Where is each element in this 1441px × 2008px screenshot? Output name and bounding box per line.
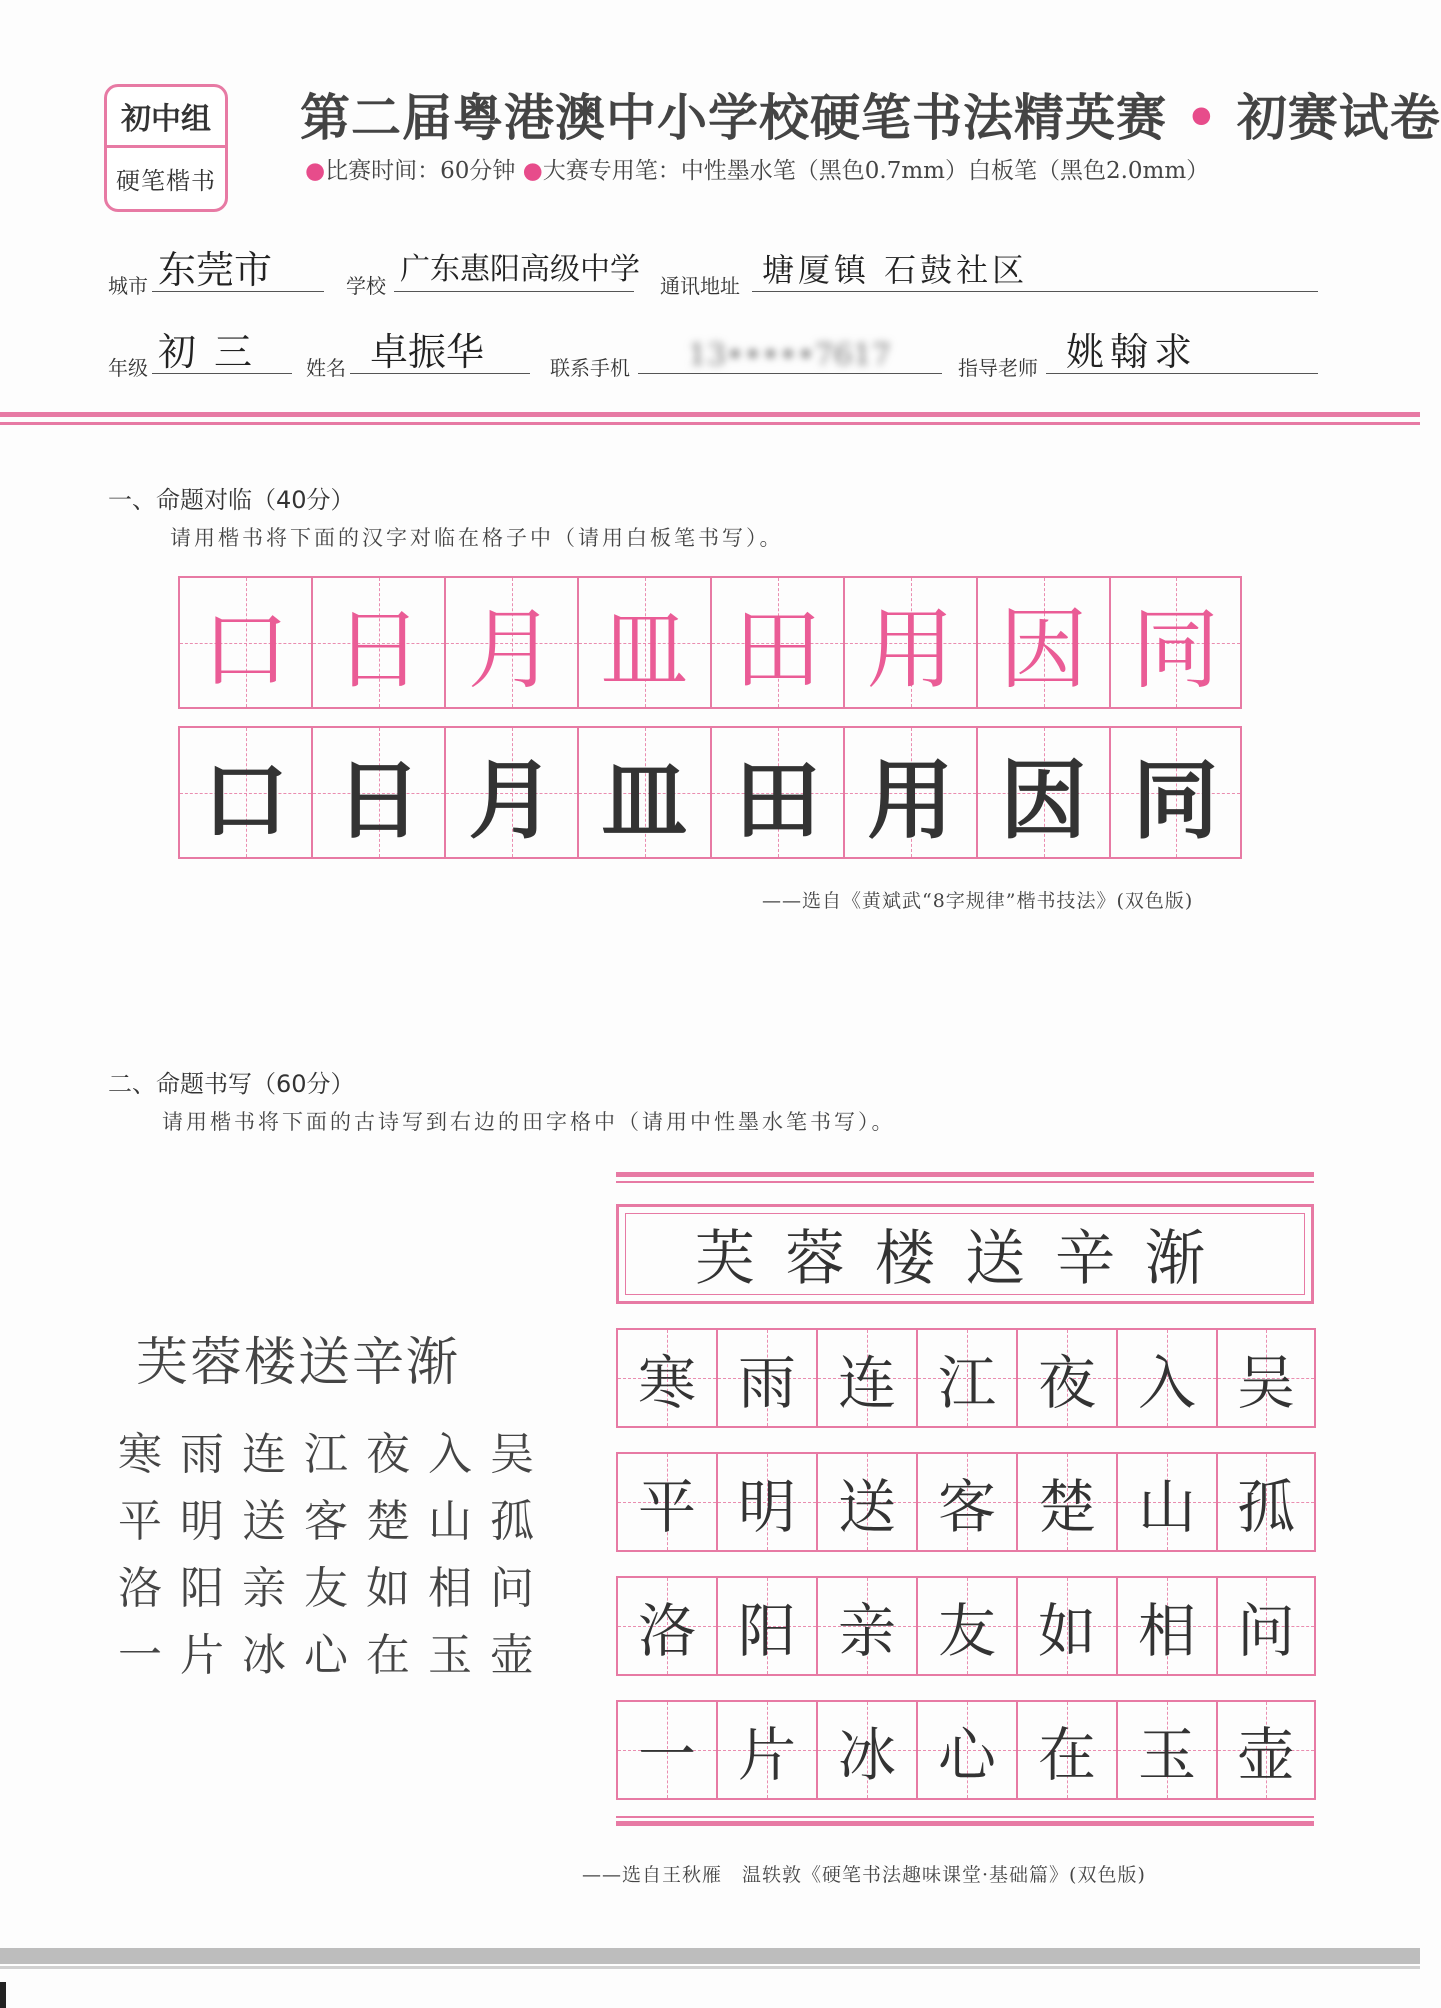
poem-grid-row-4 [616, 1700, 1316, 1800]
subtitle-pens: 大赛专用笔：中性墨水笔（黑色0.7mm）白板笔（黑色2.0mm） [542, 158, 1210, 184]
phone-field[interactable] [638, 330, 942, 374]
section1-title: 一、命题对临（40分） [108, 486, 355, 514]
poem-cell[interactable]: 阳 [716, 1576, 816, 1676]
poem-cell[interactable]: 寒 [616, 1328, 716, 1428]
city-field[interactable]: 东莞市 [152, 248, 324, 292]
address-field[interactable]: 塘厦镇 石鼓社区 [752, 248, 1318, 292]
phone-label: 联系手机 [550, 356, 630, 380]
poem-cell[interactable]: 入 [1116, 1328, 1216, 1428]
copy-grid [178, 726, 1242, 859]
copy-cell[interactable]: 日 [311, 726, 444, 859]
teacher-label: 指导老师 [958, 356, 1038, 380]
phone-value-blurred: 13•••••7617 [688, 338, 891, 373]
model-cell: 月 [444, 576, 577, 709]
poem-cell[interactable]: 客 [916, 1452, 1016, 1552]
model-cell: 因 [976, 576, 1109, 709]
copy-cell[interactable]: 用 [843, 726, 976, 859]
name-label: 姓名 [306, 356, 346, 380]
poem-cell[interactable]: 在 [1016, 1700, 1116, 1800]
badge-category: 硬笔楷书 [116, 167, 216, 195]
model-cell: 日 [311, 576, 444, 709]
poem-cell[interactable]: 山 [1116, 1452, 1216, 1552]
poem-cell[interactable]: 吴 [1216, 1328, 1316, 1428]
poem-grid-row-2 [616, 1452, 1316, 1552]
model-cell: 同 [1109, 576, 1242, 709]
group-badge [104, 84, 228, 212]
subtitle-time: 比赛时间：60分钟 [325, 158, 516, 184]
poem-cell[interactable]: 孤 [1216, 1452, 1316, 1552]
model-cell: 口 [178, 576, 311, 709]
model-grid [178, 576, 1242, 709]
copy-cell[interactable]: 田 [710, 726, 843, 859]
bullet-icon: ● [522, 158, 543, 184]
title-main: 第二届粤港澳中小学校硬笔书法精英赛 [300, 89, 1167, 147]
header-separator [0, 412, 1420, 428]
model-cell: 田 [710, 576, 843, 709]
section2-instruction: 请用楷书将下面的古诗写到右边的田字格中（请用中性墨水笔书写）。 [162, 1110, 896, 1134]
poem-cell[interactable]: 冰 [816, 1700, 916, 1800]
poem-cell[interactable]: 明 [716, 1452, 816, 1552]
written-title: 芙蓉楼送辛渐 [695, 1224, 1235, 1294]
city-label: 城市 [108, 274, 148, 298]
poem-cell[interactable]: 送 [816, 1452, 916, 1552]
poem-cell[interactable]: 玉 [1116, 1700, 1216, 1800]
copy-cell[interactable]: 同 [1109, 726, 1242, 859]
poem-line: 平明送客楚山孤 [118, 1496, 552, 1547]
poem-reference [118, 1320, 552, 1689]
poem-cell[interactable]: 江 [916, 1328, 1016, 1428]
section2-credit: ——选自王秋雁 温轶敦《硬笔书法趣味课堂·基础篇》(双色版) [582, 1864, 1146, 1886]
poem-cell[interactable]: 雨 [716, 1328, 816, 1428]
poem-cell[interactable]: 心 [916, 1700, 1016, 1800]
poem-cell[interactable]: 洛 [616, 1576, 716, 1676]
copy-cell[interactable]: 口 [178, 726, 311, 859]
copy-cell[interactable]: 月 [444, 726, 577, 859]
page-title [300, 78, 1441, 150]
name-field[interactable]: 卓振华 [350, 330, 530, 374]
poem-cell[interactable]: 亲 [816, 1576, 916, 1676]
subtitle [305, 152, 1209, 185]
poem-line: 寒雨连江夜入吴 [118, 1429, 552, 1480]
school-label: 学校 [346, 274, 386, 298]
scan-mark [0, 1982, 6, 2008]
poem-line: 一片冰心在玉壶 [118, 1630, 552, 1681]
poem-cell[interactable]: 壶 [1216, 1700, 1316, 1800]
poem-box-top-border [616, 1172, 1314, 1186]
poem-cell[interactable]: 楚 [1016, 1452, 1116, 1552]
model-cell: 用 [843, 576, 976, 709]
poem-cell[interactable]: 一 [616, 1700, 716, 1800]
section2-title: 二、命题书写（60分） [108, 1070, 355, 1098]
bullet-icon: ● [305, 158, 326, 184]
address-label: 通讯地址 [660, 274, 740, 298]
poem-cell[interactable]: 夜 [1016, 1328, 1116, 1428]
poem-title: 芙蓉楼送辛渐 [136, 1333, 461, 1393]
written-title-box[interactable] [616, 1204, 1314, 1304]
school-field[interactable]: 广东惠阳高级中学 [394, 248, 634, 292]
poem-cell[interactable]: 片 [716, 1700, 816, 1800]
badge-group: 初中组 [107, 87, 225, 148]
grade-field[interactable]: 初三 [152, 330, 292, 374]
poem-cell[interactable]: 连 [816, 1328, 916, 1428]
copy-cell[interactable]: 皿 [577, 726, 710, 859]
copy-cell[interactable]: 因 [976, 726, 1109, 859]
poem-cell[interactable]: 平 [616, 1452, 716, 1552]
poem-box-bottom-border [616, 1816, 1314, 1830]
footer-bar [0, 1948, 1420, 1964]
section1-credit: ——选自《黄斌武“8字规律”楷书技法》(双色版) [762, 890, 1194, 912]
teacher-field[interactable]: 姚翰求 [1046, 330, 1318, 374]
poem-cell[interactable]: 相 [1116, 1576, 1216, 1676]
poem-grid-row-1 [616, 1328, 1316, 1428]
title-suffix: 初赛试卷 [1236, 89, 1441, 147]
poem-cell[interactable]: 问 [1216, 1576, 1316, 1676]
section1-instruction: 请用楷书将下面的汉字对临在格子中（请用白板笔书写）。 [170, 526, 784, 550]
footer-line [0, 1966, 1420, 1969]
poem-line: 洛阳亲友如相问 [118, 1563, 552, 1614]
model-cell: 皿 [577, 576, 710, 709]
grade-label: 年级 [108, 356, 148, 380]
title-dot: • [1185, 89, 1219, 147]
poem-grid-row-3 [616, 1576, 1316, 1676]
poem-cell[interactable]: 如 [1016, 1576, 1116, 1676]
poem-cell[interactable]: 友 [916, 1576, 1016, 1676]
